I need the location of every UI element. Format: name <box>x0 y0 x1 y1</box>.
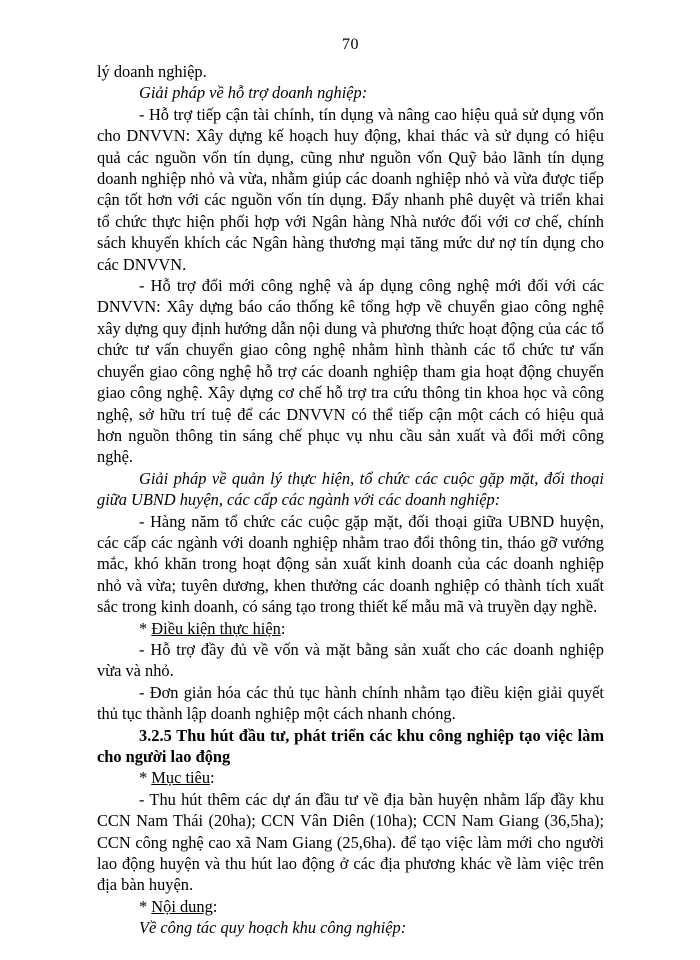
document-body <box>97 61 604 939</box>
body-paragraph-8: - Đơn giản hóa các thủ tục hành chính nhằm tạo điều kiện giải quyết thủ tục thành lập doanh nghiệp một cách nhanh chóng. <box>97 682 604 724</box>
body-paragraph-3: - Hỗ trợ đổi mới công nghệ và áp dụng công nghệ mới đối với các DNVVN: Xây dựng báo cáo thống kê tổng hợp về chuyển giao công nghệ xây dựng quy định hướng dẫn nội dung và phương thức hoạt động của các tổ chức tư vấn chuyển giao công nghệ nhằm hình thành các tổ chức tư vấn chuyển giao công nghệ hỗ trợ các doanh nghiệp tham gia hoạt động chuyển giao công nghệ. Xây dựng cơ chế hỗ trợ tra cứu thông tin khoa học và công nghệ, sở hữu trí tuệ để các DNVVN có thể tiếp cận một cách có hiệu quả hơn nguồn thông tin sáng chế phục vụ nhu cầu sản xuất và đổi mới công nghệ. <box>97 276 604 467</box>
subheading-italic-13: Về công tác quy hoạch khu công nghiệp: <box>139 918 407 938</box>
asterisk-marker: * <box>139 618 152 638</box>
asterisk-marker: * <box>139 896 152 916</box>
section-heading-9: 3.2.5 Thu hút đầu tư, phát triển các khu công nghiệp tạo việc làm cho người lao động <box>97 725 604 766</box>
body-paragraph-11: - Thu hút thêm các dự án đầu tư về địa bàn huyện nhằm lấp đầy khu CCN Nam Thái (20ha); CCN Vân Diên (10ha); CCN Nam Giang (36,5ha); CCN công nghệ cao xã Nam Giang (25,6ha). để tạo việc làm mới cho người lao động huyện và thu hút lao động ở các địa phương khác về làm việc trên địa bàn huyện. <box>97 789 604 895</box>
body-paragraph-7: - Hỗ trợ đầy đủ về vốn và mặt bằng sản xuất cho các doanh nghiệp vừa và nhỏ. <box>97 639 604 681</box>
body-paragraph-5: - Hàng năm tổ chức các cuộc gặp mặt, đối thoại giữa UBND huyện, các cấp các ngành với doanh nghiệp nhằm trao đổi thông tin, tháo gỡ vướng mắc, khó khăn trong hoạt động sản xuất kinh doanh của các doanh nghiệp nhỏ và vừa; tuyên dương, khen thưởng các doanh nghiệp có thành tích xuất sắc trong kinh doanh, có sáng tạo trong thiết kế mẫu mã và truyền dạy nghề. <box>97 511 604 617</box>
body-paragraph-0: lý doanh nghiệp. <box>97 62 207 81</box>
section-label-text: Mục tiêu <box>151 768 211 788</box>
asterisk-marker: * <box>139 768 152 788</box>
section-label-text: Điều kiện thực hiện <box>151 618 281 638</box>
section-label-6 <box>97 618 604 639</box>
page-number: 70 <box>342 36 359 53</box>
section-label-colon: : <box>210 768 215 788</box>
subheading-italic-4: Giải pháp về quản lý thực hiện, tổ chức các cuộc gặp mặt, đối thoại giữa UBND huyện, các cấp các ngành với các doanh nghiệp: <box>97 468 604 510</box>
page-header <box>97 36 604 54</box>
section-label-12 <box>97 896 604 917</box>
section-label-colon: : <box>212 896 218 916</box>
section-label-text: Nội dung <box>151 896 213 916</box>
subheading-italic-1: Giải pháp về hỗ trợ doanh nghiệp: <box>139 83 368 103</box>
body-paragraph-2: - Hỗ trợ tiếp cận tài chính, tín dụng và nâng cao hiệu quả sử dụng vốn cho DNVVN: Xây dựng kế hoạch huy động, khai thác và sử dụng có hiệu quả các nguồn vốn tín dụng, cũng như nguồn vốn Quỹ bảo lãnh tín dụng doanh nghiệp nhỏ và vừa, nhằm giúp các doanh nghiệp nhỏ và vừa được tiếp cận tốt hơn với các nguồn vốn tín dụng. Đẩy nhanh phê duyệt và triển khai tổ chức thực hiện phối hợp với Ngân hàng Nhà nước đối với cơ chế, chính sách khuyến khích các Ngân hàng thương mại tăng mức dư nợ tín dụng cho các DNVVN. <box>97 104 604 274</box>
section-label-colon: : <box>280 618 286 638</box>
section-label-10 <box>97 767 604 788</box>
